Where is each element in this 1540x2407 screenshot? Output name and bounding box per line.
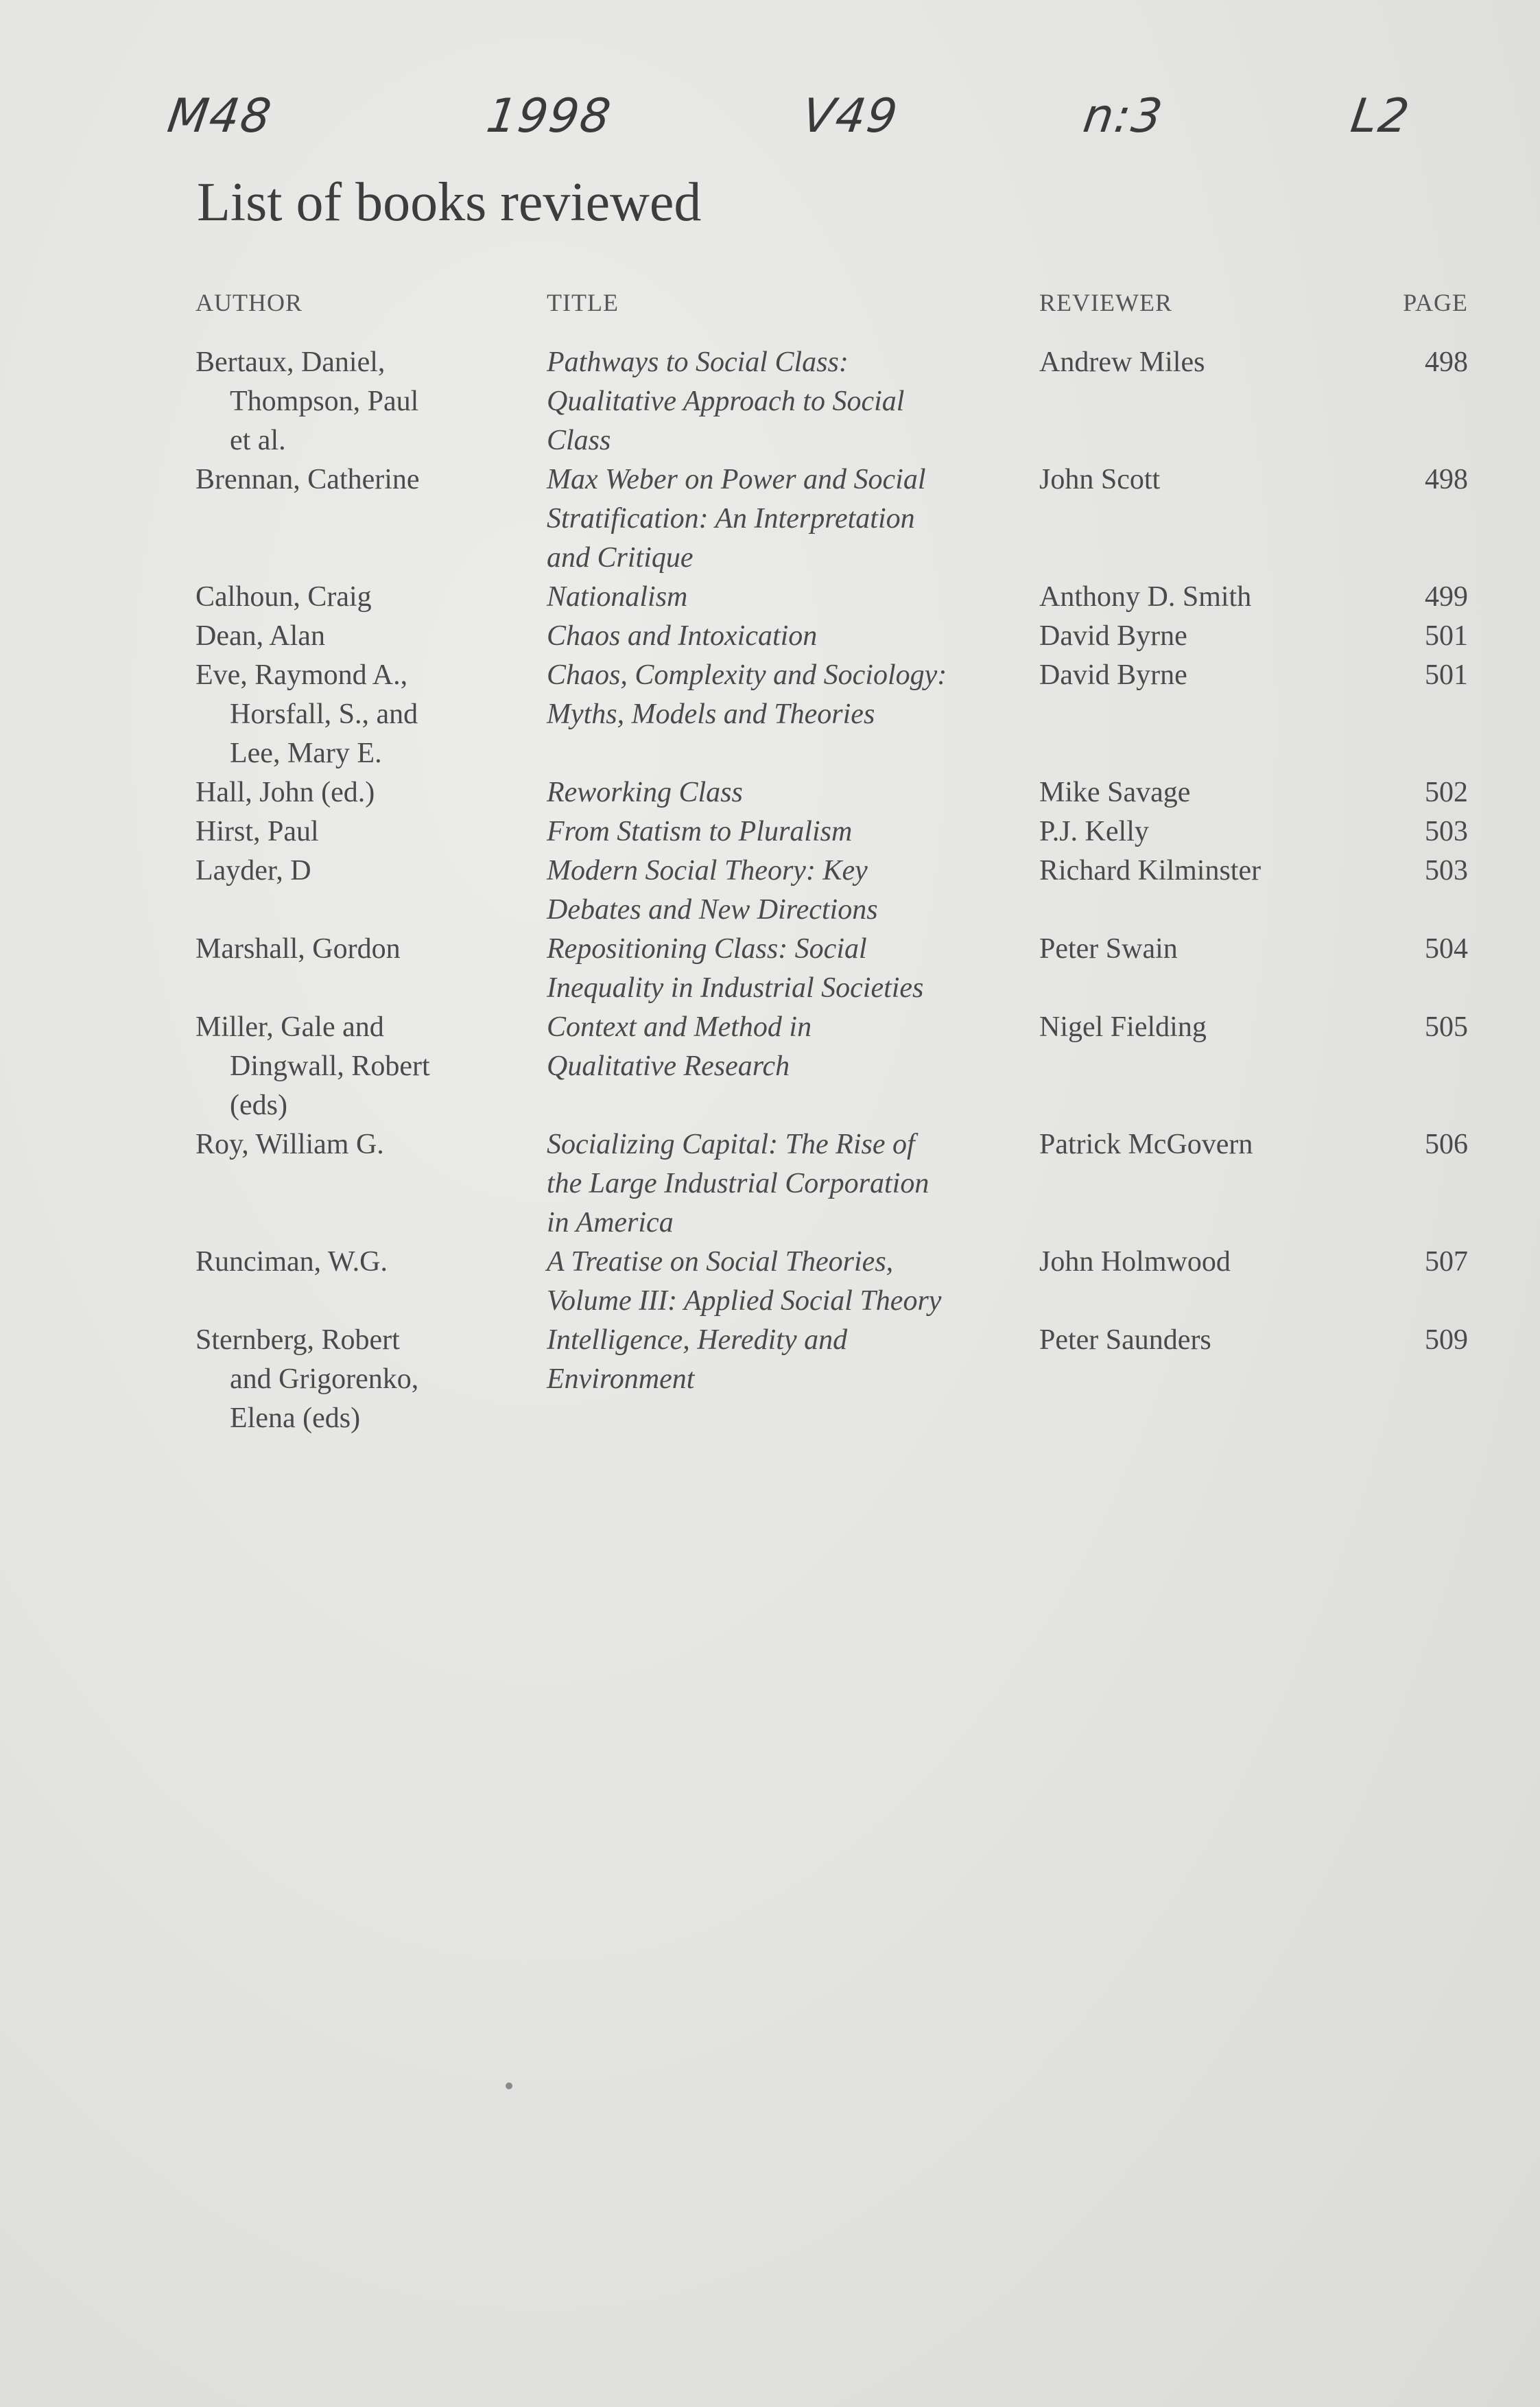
reviewer-cell: Mike Savage: [1039, 777, 1191, 808]
author-line: Miller, Gale and: [196, 1011, 384, 1043]
page-cell: 501: [1425, 620, 1468, 652]
page-cell: 507: [1425, 1246, 1468, 1278]
page-cell: 501: [1425, 659, 1468, 691]
page-cell: 499: [1425, 581, 1468, 613]
handwritten-note: 1998: [483, 89, 615, 143]
speck-mark: [506, 2082, 512, 2089]
author-line: Dean, Alan: [196, 620, 325, 652]
title-cell: [547, 930, 1041, 1008]
author-line: Hirst, Paul: [196, 816, 319, 847]
title-line: Socializing Capital: The Rise of: [547, 1129, 915, 1160]
title-line: the Large Industrial Corporation: [547, 1168, 929, 1199]
header-page: PAGE: [1403, 289, 1468, 316]
title-cell: [547, 460, 1041, 578]
page-title: List of books reviewed: [197, 172, 702, 233]
author-cell: [196, 773, 511, 812]
author-line: Sternberg, Robert: [196, 1324, 400, 1356]
page-cell: 504: [1425, 933, 1468, 965]
reviewer-cell: David Byrne: [1039, 659, 1187, 691]
title-line: Qualitative Research: [547, 1050, 790, 1082]
title-cell: [547, 656, 1041, 734]
reviewer-cell: Patrick McGovern: [1039, 1129, 1253, 1160]
title-cell: [547, 1008, 1041, 1086]
author-line: Eve, Raymond A.,: [196, 659, 408, 691]
reviewer-cell: Richard Kilminster: [1039, 855, 1261, 887]
title-cell: [547, 852, 1041, 930]
title-line: Qualitative Approach to Social: [547, 386, 905, 417]
title-line: Nationalism: [547, 581, 688, 613]
author-cell: [196, 852, 511, 891]
reviewer-cell: Peter Swain: [1039, 933, 1178, 965]
handwritten-note: L2: [1347, 89, 1414, 143]
header-author: AUTHOR: [196, 289, 303, 316]
page-cell: 498: [1425, 347, 1468, 378]
author-cell: [196, 617, 511, 656]
author-cell: [196, 1321, 511, 1438]
title-line: Modern Social Theory: Key: [547, 855, 868, 887]
title-line: Myths, Models and Theories: [547, 698, 875, 730]
reviewer-cell: Peter Saunders: [1039, 1324, 1211, 1356]
title-line: Debates and New Directions: [547, 894, 878, 926]
author-line: Hall, John (ed.): [196, 777, 375, 808]
author-cell: [196, 1008, 511, 1125]
author-cell: [196, 1125, 511, 1164]
table-header: [196, 288, 1468, 329]
title-line: Context and Method in: [547, 1011, 812, 1043]
title-cell: [547, 617, 1041, 656]
page-cell: 509: [1425, 1324, 1468, 1356]
reviewer-cell: Anthony D. Smith: [1039, 581, 1252, 613]
author-line: Marshall, Gordon: [196, 933, 401, 965]
author-line: Horsfall, S., and: [230, 698, 418, 730]
title-cell: [547, 1243, 1041, 1321]
page-cell: 498: [1425, 464, 1468, 495]
author-line: Brennan, Catherine: [196, 464, 420, 495]
author-line: and Grigorenko,: [230, 1363, 419, 1395]
handwritten-note: V49: [798, 89, 902, 143]
author-line: Thompson, Paul: [230, 386, 419, 417]
title-line: Repositioning Class: Social: [547, 933, 867, 965]
title-line: Environment: [547, 1363, 695, 1395]
page-cell: 506: [1425, 1129, 1468, 1160]
page-cell: 502: [1425, 777, 1468, 808]
reviewer-cell: David Byrne: [1039, 620, 1187, 652]
author-line: Runciman, W.G.: [196, 1246, 388, 1278]
title-line: Class: [547, 425, 611, 456]
author-cell: [196, 656, 511, 773]
author-cell: [196, 812, 511, 852]
author-line: Lee, Mary E.: [230, 738, 382, 769]
title-line: From Statism to Pluralism: [547, 816, 853, 847]
author-cell: [196, 1243, 511, 1282]
title-line: Chaos and Intoxication: [547, 620, 818, 652]
author-line: Layder, D: [196, 855, 311, 887]
reviewer-cell: John Scott: [1039, 464, 1161, 495]
reviewer-cell: P.J. Kelly: [1039, 816, 1149, 847]
page-cell: 503: [1425, 855, 1468, 887]
title-line: Volume III: Applied Social Theory: [547, 1285, 942, 1317]
title-line: and Critique: [547, 542, 694, 574]
author-line: Dingwall, Robert: [230, 1050, 430, 1082]
title-line: Reworking Class: [547, 777, 743, 808]
title-line: Inequality in Industrial Societies: [547, 972, 924, 1004]
title-cell: [547, 812, 1041, 852]
header-reviewer: REVIEWER: [1039, 289, 1172, 316]
author-cell: [196, 578, 511, 617]
header-title: TITLE: [547, 289, 619, 316]
reviewer-cell: Nigel Fielding: [1039, 1011, 1207, 1043]
author-line: Calhoun, Craig: [196, 581, 372, 613]
author-line: Elena (eds): [230, 1402, 361, 1434]
title-cell: [547, 578, 1041, 617]
title-cell: [547, 1125, 1041, 1243]
author-line: Roy, William G.: [196, 1129, 384, 1160]
title-line: Stratification: An Interpretation: [547, 503, 915, 535]
page-cell: 503: [1425, 816, 1468, 847]
handwritten-note: n:3: [1080, 89, 1167, 143]
handwritten-note: M48: [164, 89, 276, 143]
title-line: Pathways to Social Class:: [547, 347, 849, 378]
reviewer-cell: John Holmwood: [1039, 1246, 1231, 1278]
title-cell: [547, 1321, 1041, 1399]
author-cell: [196, 930, 511, 969]
author-cell: [196, 460, 511, 500]
author-line: et al.: [230, 425, 286, 456]
author-cell: [196, 343, 511, 460]
title-line: Chaos, Complexity and Sociology:: [547, 659, 947, 691]
title-line: in America: [547, 1207, 674, 1238]
title-cell: [547, 773, 1041, 812]
author-line: Bertaux, Daniel,: [196, 347, 386, 378]
handwritten-annotations: [164, 89, 1444, 165]
author-line: (eds): [230, 1090, 287, 1121]
page-cell: 505: [1425, 1011, 1468, 1043]
reviewer-cell: Andrew Miles: [1039, 347, 1205, 378]
title-line: A Treatise on Social Theories,: [547, 1246, 894, 1278]
title-line: Max Weber on Power and Social: [547, 464, 926, 495]
title-line: Intelligence, Heredity and: [547, 1324, 848, 1356]
title-cell: [547, 343, 1041, 460]
